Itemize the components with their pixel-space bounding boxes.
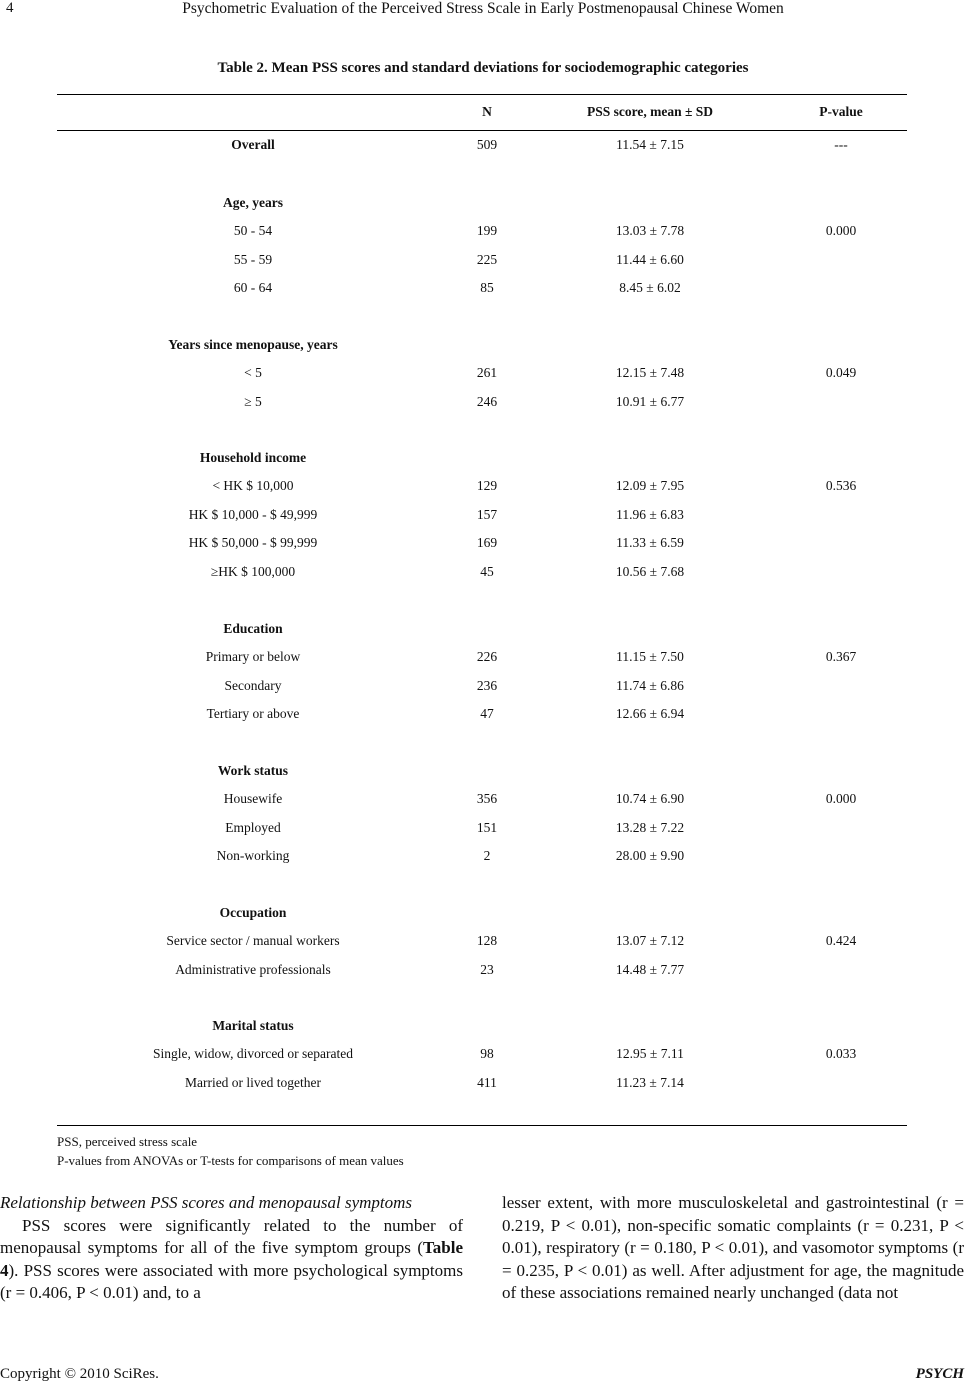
- table-header-rule: [57, 130, 907, 131]
- row-label: ≥HK $ 100,000: [210, 564, 296, 579]
- body-column-left: [0, 1192, 463, 1305]
- row-n: 356: [476, 791, 498, 806]
- row-pss: 11.23 ± 7.14: [616, 1075, 684, 1090]
- row-pss: 10.91 ± 6.77: [615, 394, 685, 409]
- row-pvalue: 0.033: [825, 1046, 857, 1061]
- row-n: 45: [480, 564, 494, 579]
- row-n: 169: [476, 535, 498, 550]
- body-paragraph: lesser extent, with more musculoskeletal and gastrointestinal (r = 0.219, P < 0.01), non-specific somatic complaints (r = 0.231, P < 0.01), respiratory (r = 0.180, P < 0.01), and vasomotor symptoms (r = 0.235, P < 0.01) as well. After adjustment for age, the magnitude of these associations remained nearly unchanged (data not: [502, 1193, 964, 1303]
- row-label: HK $ 50,000 - $ 99,999: [188, 535, 318, 550]
- column-header-pss: PSS score, mean ± SD: [586, 104, 714, 119]
- row-n: 47: [480, 706, 494, 721]
- group-title: Marital status: [212, 1018, 294, 1033]
- row-pss: 12.66 ± 6.94: [615, 706, 685, 721]
- row-pss: 11.54 ± 7.15: [616, 137, 684, 152]
- row-label: 55 - 59: [233, 252, 273, 267]
- row-pss: 11.74 ± 6.86: [616, 678, 684, 693]
- row-n: 23: [480, 962, 494, 977]
- row-label: Primary or below: [205, 649, 301, 664]
- group-title: Work status: [217, 763, 289, 778]
- row-pss: 28.00 ± 9.90: [615, 848, 685, 863]
- row-pvalue: 0.424: [825, 933, 857, 948]
- row-label: Secondary: [224, 678, 282, 693]
- row-n: 2: [483, 848, 491, 863]
- row-pss: 13.07 ± 7.12: [615, 933, 685, 948]
- row-pvalue: 0.536: [825, 478, 857, 493]
- row-n: 199: [476, 223, 498, 238]
- row-label: Non-working: [216, 848, 290, 863]
- row-pss: 11.96 ± 6.83: [616, 507, 684, 522]
- column-header-pvalue: P-value: [819, 104, 863, 119]
- row-label: HK $ 10,000 - $ 49,999: [188, 507, 318, 522]
- row-n: 226: [476, 649, 498, 664]
- body-paragraph: [0, 1215, 463, 1305]
- row-pss: 11.33 ± 6.59: [616, 535, 684, 550]
- row-label: Married or lived together: [184, 1075, 322, 1090]
- row-pvalue: ---: [834, 137, 848, 152]
- table-reference-link: Table 4: [0, 1238, 463, 1280]
- row-n: 151: [476, 820, 498, 835]
- row-label: Service sector / manual workers: [166, 933, 340, 948]
- group-title: Years since menopause, years: [168, 337, 338, 352]
- row-pss: 11.15 ± 7.50: [616, 649, 684, 664]
- row-n: 129: [476, 478, 498, 493]
- row-label: ≥ 5: [244, 394, 262, 409]
- table-caption: Table 2. Mean PSS scores and standard deviations for sociodemographic categories: [217, 60, 749, 76]
- row-n: 246: [476, 394, 498, 409]
- row-n: 509: [476, 137, 498, 152]
- row-pvalue: 0.000: [825, 791, 857, 806]
- table-bottom-rule: [57, 1125, 907, 1126]
- row-label: Employed: [225, 820, 281, 835]
- row-label: Single, widow, divorced or separated: [152, 1046, 354, 1061]
- row-pss: 11.44 ± 6.60: [616, 252, 684, 267]
- row-pss: 13.28 ± 7.22: [615, 820, 685, 835]
- row-pss: 12.95 ± 7.11: [616, 1046, 684, 1061]
- row-pss: 13.03 ± 7.78: [615, 223, 685, 238]
- row-n: 85: [480, 280, 494, 295]
- paragraph-text: PSS scores were significantly related to the number of menopausal symptoms for all of the five symptom groups (: [0, 1215, 463, 1258]
- row-label: < 5: [244, 365, 262, 380]
- row-n: 236: [476, 678, 498, 693]
- journal-name: PSYCH: [915, 1366, 964, 1382]
- row-pss: 12.15 ± 7.48: [615, 365, 685, 380]
- row-pss: 10.56 ± 7.68: [615, 564, 685, 579]
- row-pvalue: 0.367: [825, 649, 857, 664]
- row-n: 225: [476, 252, 498, 267]
- row-pss: 14.48 ± 7.77: [615, 962, 685, 977]
- copyright-notice: Copyright © 2010 SciRes.: [0, 1366, 159, 1382]
- row-label: 50 - 54: [233, 223, 273, 238]
- row-pvalue: 0.049: [825, 365, 857, 380]
- row-label: Overall: [231, 137, 275, 152]
- group-title: Household income: [199, 450, 307, 465]
- group-title: Occupation: [219, 905, 287, 920]
- row-pss: 8.45 ± 6.02: [619, 280, 681, 295]
- row-n: 157: [476, 507, 498, 522]
- table-footnote: PSS, perceived stress scale: [57, 1134, 198, 1149]
- row-label: < HK $ 10,000: [212, 478, 294, 493]
- running-title: Psychometric Evaluation of the Perceived Stress Scale in Early Postmenopausal Chinese Women: [182, 0, 784, 17]
- row-pss: 10.74 ± 6.90: [615, 791, 685, 806]
- page-header: [0, 0, 966, 22]
- row-n: 128: [476, 933, 498, 948]
- row-label: Housewife: [223, 791, 283, 806]
- body-column-right: [502, 1192, 964, 1305]
- row-pss: 12.09 ± 7.95: [615, 478, 685, 493]
- page-number: 4: [6, 0, 14, 16]
- group-title: Education: [223, 621, 283, 636]
- table-footnote: P-values from ANOVAs or T-tests for comparisons of mean values: [57, 1153, 404, 1168]
- row-n: 261: [476, 365, 498, 380]
- section-heading: Relationship between PSS scores and menopausal symptoms: [0, 1193, 413, 1212]
- table-top-rule: [57, 94, 907, 95]
- row-n: 98: [480, 1046, 494, 1061]
- paragraph-text: ). PSS scores were associated with more psychological symptoms (r = 0.406, P < 0.01) and, to a: [0, 1260, 463, 1303]
- group-title: Age, years: [223, 195, 283, 210]
- row-label: Administrative professionals: [175, 962, 331, 977]
- row-pvalue: 0.000: [825, 223, 857, 238]
- column-header-n: N: [482, 104, 492, 119]
- row-label: Tertiary or above: [206, 706, 300, 721]
- row-label: 60 - 64: [233, 280, 273, 295]
- row-n: 411: [477, 1075, 497, 1090]
